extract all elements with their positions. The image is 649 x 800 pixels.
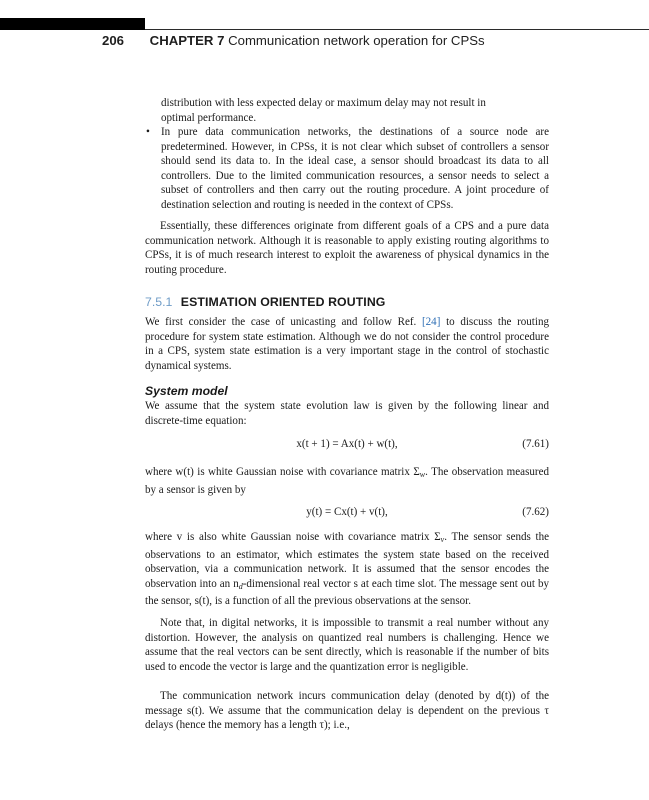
equation-state-number: (7.61) <box>522 438 549 450</box>
equation-state-body: x(t + 1) = Ax(t) + w(t), <box>296 438 398 450</box>
paragraph-essentially-text: Essentially, these differences originate from different goals of a CPS and a pure data communication network. Although it is reasonable to apply existing routing algorithms to CPSs, it is of much research interest to exploit the awareness of physical dynamics in the routing procedure. <box>145 220 549 276</box>
paragraph-digital <box>145 616 549 674</box>
header-rule <box>145 29 649 30</box>
paragraph-delay <box>145 689 549 733</box>
observation-subscript: v <box>440 535 445 544</box>
continued-bullet <box>161 96 549 125</box>
paragraph-essentially <box>145 219 549 277</box>
paragraph-intro <box>145 315 549 373</box>
equation-observation-number: (7.62) <box>522 506 549 518</box>
section-title: ESTIMATION ORIENTED ROUTING <box>180 295 386 309</box>
chapter-title: Communication network operation for CPSs <box>228 33 485 48</box>
paragraph-delay-text: The communication network incurs communication delay (denoted by d(t)) of the message s(t). We assume that the communication delay is dependent on the previous τ delays (hence the memory has a length τ); i.e., <box>145 690 549 731</box>
paragraph-noise-text <box>145 465 549 497</box>
paragraph-intro-text <box>145 315 549 373</box>
equation-state <box>145 438 549 454</box>
chapter-label: CHAPTER 7 <box>149 33 225 48</box>
reference-link[interactable]: [24] <box>421 316 441 328</box>
bullet-item <box>146 125 549 212</box>
observation-subscript: d <box>238 581 243 591</box>
subsection-heading: System model <box>145 384 228 398</box>
paragraph-model <box>145 399 549 428</box>
paragraph-observation <box>145 530 549 609</box>
intro-before-ref: We first consider the case of unicasting and follow Ref. <box>145 316 417 328</box>
bullet-text: In pure data communication networks, the destinations of a source node are predetermined. However, in CPSs, it is not clear which subset of controllers a sensor should send its data to. In the ideal case, a sensor should broadcast its data to all controllers. Due to the limited communication resources, a sensor needs to select a subset of controllers and then carry out the routing procedure. A joint procedure of destination selection and routing is needed in the context of CPSs. <box>161 126 549 211</box>
observation-text-part: -dimensional real vector s at each time slot. The message sent out by the sensor, s(t), is a function of all the previous observations at the sensor. <box>145 577 549 607</box>
noise-text-part: . The observation measured by a sensor is given by <box>145 466 549 496</box>
noise-text-part: where w(t) is white Gaussian noise with covariance matrix Σ <box>145 466 420 478</box>
continued-bullet-line: optimal performance. <box>161 111 257 124</box>
observation-text-part: where v is also white Gaussian noise with covariance matrix Σ <box>145 531 441 543</box>
noise-subscript: w <box>419 470 426 479</box>
section-number: 7.5.1 <box>145 295 173 309</box>
header-bar <box>0 18 145 30</box>
section-heading <box>145 295 385 309</box>
equation-observation-body: y(t) = Cx(t) + v(t), <box>306 506 388 518</box>
intro-after-ref: to discuss the routing procedure for system state estimation. Although we do not consider the control procedure in a CPS, system state estimation is a very important stage in the control of stochastic dynamical systems. <box>145 316 549 372</box>
continued-bullet-line: distribution with less expected delay or maximum delay may not result in <box>161 97 486 109</box>
equation-observation <box>145 506 549 522</box>
observation-text-part: . The sensor sends the observations to an estimator, which estimates the system state based on the received observation, via a communication network. It is assumed that the sensor encodes the observation into an n <box>145 531 549 590</box>
paragraph-digital-text: Note that, in digital networks, it is impossible to transmit a real number without any distortion. However, the analysis on quantized real numbers is challenging. Hence we assume that the real vectors can be sent directly, which is reasonable if the number of bits used to encode the vector is large and the quantization error is negligible. <box>145 617 549 673</box>
running-head <box>102 33 485 48</box>
paragraph-noise <box>145 465 549 497</box>
paragraph-observation-text <box>145 530 549 609</box>
bullet-marker: • <box>146 126 150 138</box>
paragraph-model-text: We assume that the system state evolution law is given by the following linear and discrete-time equation: <box>145 400 549 427</box>
page-number: 206 <box>102 33 125 48</box>
